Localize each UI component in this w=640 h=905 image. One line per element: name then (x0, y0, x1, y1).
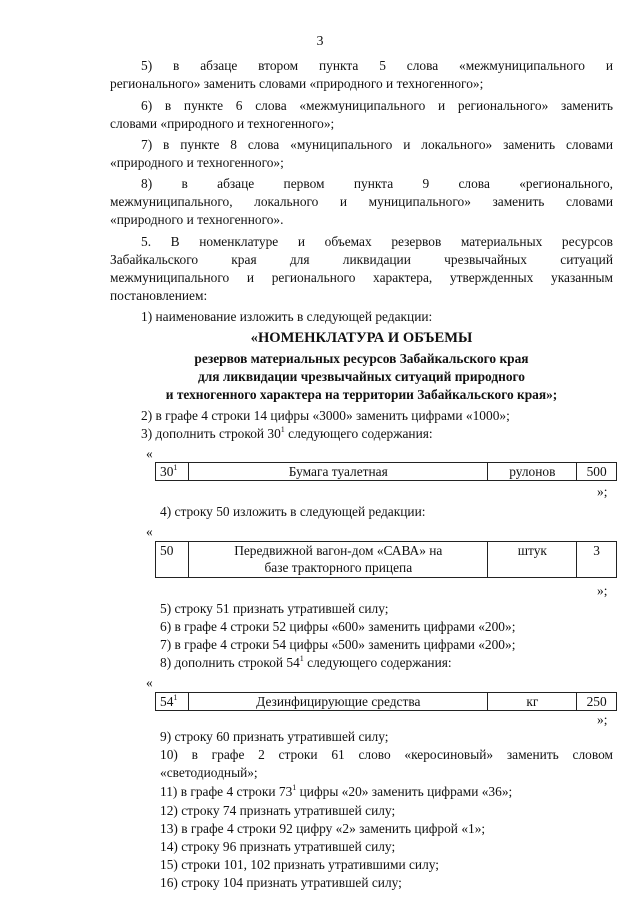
item-11: 11) в графе 4 строки $73^1$ цифры «20» заменить цифрами «36»; (160, 782, 513, 799)
unit-cell: рулонов (488, 463, 577, 481)
section-5-line: постановлением: (110, 288, 208, 303)
item-14: 14) строку 96 признать утратившей силу; (160, 839, 396, 854)
open-quote: « (146, 675, 153, 690)
item-7: 7) в графе 4 строки 54 цифры «500» заменить цифрами «200»; (160, 637, 516, 652)
paragraph-line: «природного и техногенного». (110, 212, 284, 227)
close-quote: »; (597, 583, 608, 598)
quantity-cell: 500 (577, 463, 617, 481)
quantity-cell: 250 (577, 693, 617, 711)
page-number: 3 (316, 34, 324, 49)
row-50-table (155, 541, 617, 578)
table-row (156, 542, 617, 578)
table-row (156, 693, 617, 711)
item-1: 1) наименование изложить в следующей редакции: (141, 309, 433, 324)
row-54-1-table (155, 692, 617, 711)
item-13: 13) в графе 4 строки 92 цифру «2» заменить цифрой «1»; (160, 821, 486, 836)
item-8: 8) дополнить строкой $54^1$ следующего содержания: (160, 653, 452, 670)
paragraph-line: межмуниципального, локального и муниципального» заменить словами (110, 194, 613, 209)
section-5-line: межмуниципального и регионального характера, утвержденных указанным (110, 270, 613, 285)
paragraph-line: 8) в абзаце первом пункта 9 слова «регионального, (141, 176, 613, 191)
table-row (156, 463, 617, 481)
item-3: 3) дополнить строкой $30^1$ следующего содержания: (141, 424, 433, 441)
section-5-line: Забайкальского края для ликвидации чрезвычайных ситуаций (110, 252, 613, 267)
row-number-cell: $54^1$ (156, 693, 189, 711)
item-2: 2) в графе 4 строки 14 цифры «3000» заменить цифрами «1000»; (141, 408, 510, 423)
row-30-1-table (155, 462, 617, 481)
unit-cell: штук (488, 542, 577, 578)
paragraph-line: 7) в пункте 8 слова «муниципального и локального» заменить словами (141, 137, 613, 152)
close-quote: »; (597, 712, 608, 727)
item-10-line: «светодиодный»; (160, 765, 258, 780)
row-number-cell: $30^1$ (156, 463, 189, 481)
nomenclature-heading-line: для ликвидации чрезвычайных ситуаций природного (198, 369, 525, 384)
open-quote: « (146, 446, 153, 461)
open-quote: « (146, 524, 153, 539)
nomenclature-heading-line: резервов материальных ресурсов Забайкальского края (194, 351, 529, 366)
paragraph-line: «природного и техногенного»; (110, 155, 284, 170)
section-5-line: 5. В номенклатуре и объемах резервов материальных ресурсов (141, 234, 613, 249)
row-number-cell: 50 (156, 542, 189, 578)
item-6: 6) в графе 4 строки 52 цифры «600» заменить цифрами «200»; (160, 619, 516, 634)
paragraph-line: 6) в пункте 6 слова «межмуниципального и регионального» заменить (141, 98, 613, 113)
paragraph-line: 5) в абзаце втором пункта 5 слова «межмуниципального и (141, 58, 613, 73)
nomenclature-heading-line: и техногенного характера на территории Забайкальского края»; (165, 387, 558, 402)
item-15: 15) строки 101, 102 признать утратившими силу; (160, 857, 440, 872)
item-16: 16) строку 104 признать утратившей силу; (160, 875, 402, 890)
quantity-cell: 3 (577, 542, 617, 578)
paragraph-line: регионального» заменить словами «природного и техногенного»; (110, 76, 484, 91)
item-name-cell: Дезинфицирующие средства (189, 693, 488, 711)
item-9: 9) строку 60 признать утратившей силу; (160, 729, 389, 744)
item-4: 4) строку 50 изложить в следующей редакции: (160, 504, 426, 519)
nomenclature-heading: «НОМЕНКЛАТУРА И ОБЪЕМЫ (250, 330, 473, 346)
item-12: 12) строку 74 признать утратившей силу; (160, 803, 396, 818)
paragraph-line: словами «природного и техногенного»; (110, 116, 335, 131)
item-name-cell: Бумага туалетная (189, 463, 488, 481)
close-quote: »; (597, 484, 608, 499)
item-5: 5) строку 51 признать утратившей силу; (160, 601, 389, 616)
item-name-cell: Передвижной вагон-дом «САВА» на базе тракторного прицепа (189, 542, 488, 578)
unit-cell: кг (488, 693, 577, 711)
item-10-line: 10) в графе 2 строки 61 слово «керосиновый» заменить словом (160, 747, 613, 762)
